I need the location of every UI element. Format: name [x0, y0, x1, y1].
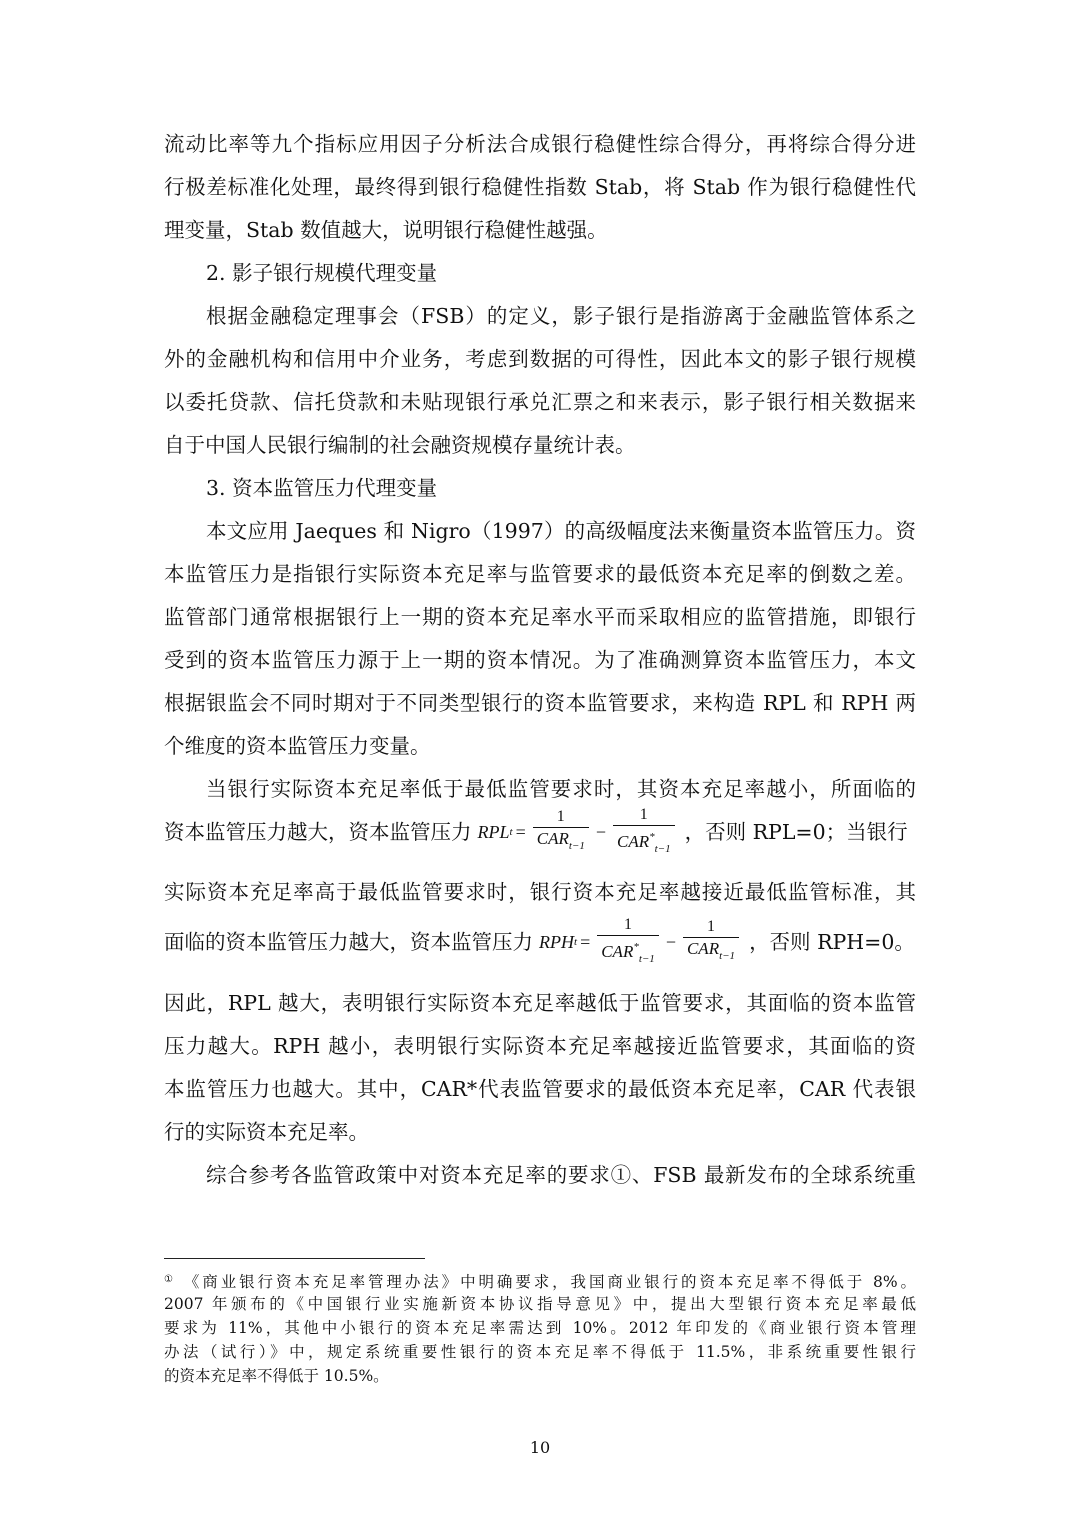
section-heading: 3. 资本监管压力代理变量: [206, 476, 438, 500]
formula-fraction: [533, 807, 589, 857]
formula-line-rph: [164, 915, 916, 966]
body-line: 本监管压力是指银行实际资本充足率与监管要求的最低资本充足率的倒数之差。: [164, 562, 916, 586]
formula-lhs-sub: t: [509, 826, 513, 838]
fraction-numerator: 1: [624, 915, 633, 933]
fraction-numerator: 1: [707, 918, 716, 935]
footnote-mark: ①: [164, 1274, 176, 1285]
formula-equals: =: [515, 821, 526, 842]
body-line: 个维度的资本监管压力变量。: [164, 734, 431, 758]
body-line: 根据金融稳定理事会（FSB）的定义，影子银行是指游离于金融监管体系之: [206, 304, 916, 328]
body-line: 根据银监会不同时期对于不同类型银行的资本监管要求，来构造 RPL 和 RPH 两: [164, 691, 916, 715]
formula-fraction: [597, 915, 659, 970]
fraction-denominator: $CAR^*_{t-1}$: [613, 825, 675, 860]
fraction-denominator: $CAR_{t-1}$: [533, 827, 589, 857]
footnote-line: 办法（试行）》中，规定系统重要性银行的资本充足率不得低于 11.5%，非系统重要性银行: [164, 1343, 916, 1361]
body-line: 以委托贷款、信托贷款和未贴现银行承兑汇票之和来表示，影子银行相关数据来: [164, 390, 916, 414]
body-line: 实际资本充足率高于最低监管要求时，银行资本充足率越接近最低监管标准，其: [164, 880, 916, 904]
body-line: 综合参考各监管政策中对资本充足率的要求①、FSB 最新发布的全球系统重: [206, 1163, 916, 1187]
body-line: 本文应用 Jaeques 和 Nigro（1997）的高级幅度法来衡量资本监管压力。资: [206, 519, 916, 543]
fraction-numerator: 1: [556, 808, 565, 825]
body-line: 理变量，Stab 数值越大，说明银行稳健性越强。: [164, 218, 608, 242]
body-line: 行极差标准化处理，最终得到银行稳健性指数 Stab，将 Stab 作为银行稳健性代: [164, 175, 916, 199]
formula-lhs: RPL: [477, 821, 510, 842]
formula-minus: −: [595, 821, 606, 842]
fraction-denominator: $CAR_{t-1}$: [683, 937, 739, 967]
body-line: 外的金融机构和信用中介业务，考虑到数据的可得性，因此本文的影子银行规模: [164, 347, 916, 371]
body-line: 受到的资本监管压力源于上一期的资本情况。为了准确测算资本监管压力，本文: [164, 648, 916, 672]
rpl-formula: [478, 805, 679, 860]
formula-lead-text: 面临的资本监管压力越大，资本监管压力: [164, 930, 533, 954]
page-number: 10: [529, 1438, 551, 1457]
section-heading: 2. 影子银行规模代理变量: [206, 261, 438, 285]
footnote-divider: [164, 1258, 425, 1259]
formula-trail-text: ，否则 RPL=0；当银行: [684, 820, 908, 844]
formula-lead-text: 资本监管压力越大，资本监管压力: [164, 820, 472, 844]
body-line: 压力越大。RPH 越小，表明银行实际资本充足率越接近监管要求，其面临的资: [164, 1034, 916, 1058]
footnote-line: 的资本充足率不得低于 10.5%。: [164, 1367, 389, 1385]
formula-fraction: [683, 917, 739, 967]
body-line: 自于中国人民银行编制的社会融资规模存量统计表。: [164, 433, 636, 457]
formula-fraction: [613, 805, 675, 860]
body-line: 监管部门通常根据银行上一期的资本充足率水平而采取相应的监管措施，即银行: [164, 605, 916, 629]
formula-lhs: RPH: [539, 931, 574, 952]
formula-minus: −: [665, 931, 676, 952]
body-line: 流动比率等九个指标应用因子分析法合成银行稳健性综合得分，再将综合得分进: [164, 132, 916, 156]
fraction-denominator: $CAR^*_{t-1}$: [597, 935, 659, 970]
formula-equals: =: [580, 931, 591, 952]
rph-formula: [539, 915, 743, 970]
footnote-line: ① 《商业银行资本充足率管理办法》中明确要求，我国商业银行的资本充足率不得低于 8%。: [164, 1273, 916, 1291]
body-line: 本监管压力也越大。其中，CAR*代表监管要求的最低资本充足率，CAR 代表银: [164, 1077, 916, 1101]
body-line: 行的实际资本充足率。: [164, 1120, 369, 1144]
footnote-line: 要求为 11%，其他中小银行的资本充足率需达到 10%。2012 年印发的《商业银行资本管理: [164, 1319, 916, 1337]
formula-lhs-sub: t: [574, 936, 578, 948]
footnote-line: 2007 年颁布的《中国银行业实施新资本协议指导意见》中，提出大型银行资本充足率最低: [164, 1295, 916, 1313]
body-line: 当银行实际资本充足率低于最低监管要求时，其资本充足率越小，所面临的: [206, 777, 916, 801]
formula-line-rpl: [164, 805, 916, 856]
formula-trail-text: ，否则 RPH=0。: [749, 930, 915, 954]
body-line: 因此，RPL 越大，表明银行实际资本充足率越低于监管要求，其面临的资本监管: [164, 991, 916, 1015]
fraction-numerator: 1: [639, 805, 648, 823]
